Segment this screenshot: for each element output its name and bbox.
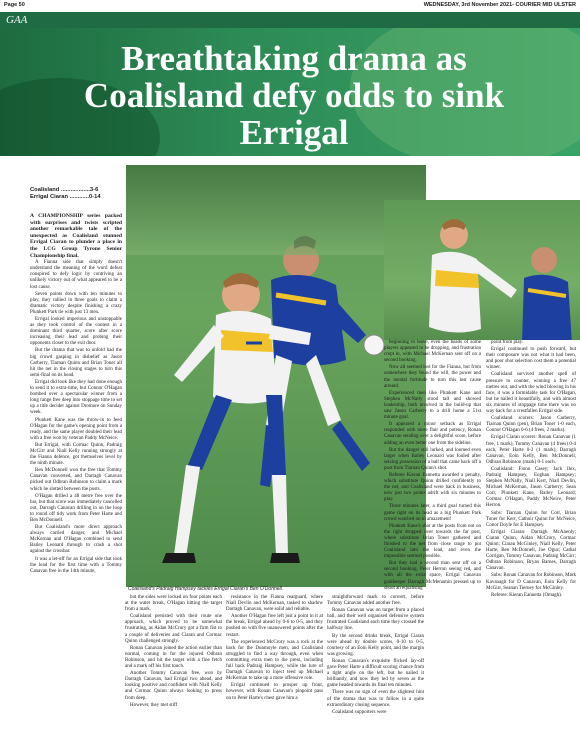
paragraph: Plunkett Kane's shot at the posts from out on the right dropped over towards the far post, where substitute Brian Toner gathered and finished to the net from close range to put Coalisland into the lead, and even the impossible seemed possible. (384, 523, 481, 560)
dateline: WEDNESDAY, 3rd November 2021- COURIER MID ULSTER (423, 2, 576, 8)
paragraph: Subs: Tiarnan Quinn for Corr, Brian Toner for Kerr, Cathoir Quinn for McNeice, Conor Doyle for E Hampsey. (486, 510, 576, 528)
section-bar: GAA (0, 12, 580, 28)
paragraph: Ronan Canavan was on target from a placed ball, and their well organised defensive system frustrated Coalisland each time they crossed the halfway line. (327, 608, 424, 632)
result-line-home: Coalisland ..................3-6 (30, 187, 99, 193)
article-column-1 (30, 213, 122, 576)
paragraph: resistance in the Fianna rearguard, where Niall Devlin and McKernan, tasked to shadow Darragh Canavan, were solid and reliable. (226, 595, 323, 613)
paragraph: Errigal looked imperious and unstoppable as they took control of the contest in a dominant third quarter, score after score increasing their lead and probing their opponents closer to the exit door. (30, 317, 122, 347)
article-column-3 (226, 595, 323, 703)
page-header (0, 0, 580, 10)
page-number: Page 50 (4, 2, 25, 8)
paragraph: Errigal Ciaran: Darragh McAnenly; Ciaran Quinn, Aidan McCrory, Cormac Quinn; Ciaran McGinley, Niall Kelly, Peter Harte; Ben McDonnell, Joe Oguz; Cathal Corrigan, Tommy Canavan, Padraig McGirr; Odhran Robinson, Bryan Barnes, Darragh Canavan. (486, 529, 576, 572)
side-photo (384, 200, 580, 340)
result-line-away: Errigal Ciaran ............0-14 (30, 194, 101, 200)
paragraph: Referee: Kieran Eannetta (Omagh). (491, 592, 563, 598)
paragraph: Errigal did look like they had done enough to send it to extra-time, but Connor O'Hagan bombed over a spectacular winner from a long range free deep into stoppage time to set up a title decider against Dromore on Sunday week. (30, 379, 122, 416)
paragraph: But they had a second man sent off on a second booking, Peter Herron seeing red, and with all the extra space, Errigal Canavan goalkeeper Darragh McMenamin pressed up to shoot an equalising (384, 561, 481, 591)
paragraph: straightforward mark to convert, before Tommy Canavan added another free. (327, 595, 424, 607)
paragraph: Seven points down with ten minutes to play, they rallied in three goals to claim a dramatic victory despite finishing a crazy Plunkett Park tie with just 13 men. (30, 291, 122, 315)
paragraph: Ben McDonnell won the free that Tommy Canavan converted, and Darragh Canavan picked out Odhran Robinson to claim a mark which he slotted between the posts. (30, 468, 122, 492)
paragraph: Coalisland: Fionn Casey; Jack Ilex, Padraig Hampsey, Eoghan Hampsey; Stephen McNally, Niall Kerr, Niall Devlin, Michael McKernan, Jason Carberry; Sean Corr, Plunkett Kane, Bailey Leonard; Cormac O'Hagan, Paddy McNeice, Peter Herron. (486, 466, 576, 509)
side-coalisland-player (522, 247, 572, 340)
paragraph: Plunkett Kane was the throw-in to feed O'Hagan for the game's opening point from a ready, and the same player doubled their lead with a free won by veteran Paddy McNeice. (30, 417, 122, 441)
paragraph: Errigal continued to prosper up front, however, with Ronan Canavan's pinpoint pass on to Peter Harte's chest gave him a (226, 683, 323, 701)
article-headline: Breathtaking drama as Coalisland defy odds to sink Errigal (83, 39, 505, 152)
photo-caption: Coalisland's Padraig Hampsey tackles Errigal Ciaran's Ben O'Donnell. (128, 586, 284, 592)
paragraph: By the second drinks break, Errigal Ciaran were ahead by double scores, 0-10 to 0-5, courtesy of an Eoin Kelly point, and the margin was growing. (327, 633, 424, 657)
paragraph: O'Hagan drilled a 48 metre free over the bar, but that score was immediately cancelled out, Darragh Canavan drilling in on the loop to round off tidy work from Peter Harte and Ben McDonnell. (30, 493, 122, 523)
article-column-4 (327, 595, 424, 717)
paragraph: Coalisland persisted with their route one approach, which proved to be somewhat frustrating, as Aidan McCrory got a firm fist to a couple of deliveries and Ciaran and Cormac Quinn challenged strongly. (125, 614, 222, 644)
paragraph: Three minutes later, a third goal turned this game right on its head as a big Plunkett Park crowd watched on in amazement! (384, 504, 481, 522)
paragraph: But the drama that was to unfold had the big crowd gasping in disbelief as Jason Carberry, Tiarnan Quinn and Brian Toner all hit the net in the closing stages to turn this semi-final on its head. (30, 348, 122, 378)
paragraph: The experienced McCrory was a rock at the back for the Dunmoyle men, and Coalisland struggled to find a way through, even when committing extra men to the press, including full back Padraig Hampsey, while the lure of Darragh Canavan to inject teed up Michael McKernan to take up a more offensive role. (226, 639, 323, 682)
side-errigal-player (429, 219, 517, 333)
result-box (30, 187, 122, 201)
paragraph: But Coalisland's more direct approach always carried danger, and Michael McKernan and O'Hagan combined to send Bailey Leonard through to crash a shot against the crossbar. (30, 525, 122, 555)
article-intro: A CHAMPIONSHIP series packed with surprises and twists scripted another remarkable tale of the unexpected as Coalisland stunned Errigal Ciaran to plunder a place in the LCG Group Tyrone Senior Championship final. (30, 213, 122, 259)
paragraph: Coalisland scorers: Jason Carberry, Tiarnan Quinn (pen), Brian Toner 1-0 each, Connor O'Hagan 0-6 (4 frees, 2 marks). (486, 416, 576, 434)
article-column-side-right (486, 340, 576, 600)
paragraph: Another O'Hagan free left just a point in it at the break, Errigal ahead by 0-6 to 0-5, and they pushed on with five unanswered points after the restart. (226, 614, 323, 638)
paragraph: Coalisland supporters were (332, 709, 387, 715)
article-column-side-left (384, 340, 481, 593)
paragraph: Experienced men like Plunkett Kane and Stephen McNally stood tall and showed leadership, both involved in the build-up that saw Jason Carberry to a drill home a 51st minute goal. (384, 390, 481, 421)
paragraph: Another Tommy Canavan free, won by Darragh Canavan, had Errigal two ahead, and looking positive and confident with Niall Kelly and Cormac Quinn always looking to press from deep. (125, 671, 222, 701)
paragraph: But the danger still lurked, and loomed even larger when Bailey Leonard was fouled after seizing possession of a ball that came back off a post from Tiarnan Quinn's shot. (384, 447, 481, 471)
paragraph: Errigal Ciaran scorers: Ronan Canavan (1 free, 1 mark), Tommy Canavan (4 frees) 0-4 each, Peter Harte 0-2 (1 mark), Darragh Canavan, Eoin Kelly, Ben McDonnell, Odhran Robinson (mark) 0-1 each. (486, 435, 576, 465)
paragraph: Referee Kieran Eannetta awarded a penalty, which substitute Quinn drilled confidently to the net, and Coalisland were back in business, now just two points adrift with six minutes to play. (384, 472, 481, 503)
article-column-2 (125, 595, 222, 710)
paragraph: Ronan Canavan's exquisite flicked lay-off gave Peter Harte a difficult scoring chance from a tight angle on the left, but he nailed it brilliantly, and now they led by seven as the game headed towards its final ten minutes. (327, 658, 424, 689)
paragraph: point from play. (491, 340, 524, 345)
paragraph: It was a let-off for an Errigal side that took the lead for the first time with a Tommy Canavan free in the 14th minute, (30, 556, 122, 574)
paragraph: It appeared a minor setback as Errigal responded with more flair and potency, Ronan Canavan sending over a delightful score, before adding an even better one from the sideline. (384, 422, 481, 446)
paragraph: Ronan Canavan joined the action earlier than normal, coming in for the injured Odhran Robinson, and hit the target with a fine fetch and a mark off his first touch. (125, 645, 222, 670)
side-players-illustration (384, 200, 580, 340)
paragraph: Subs: Ronan Canavan for Robinson, Mark Kavanagh for D Canavan, Eoin Kelly for McGirr, Seanan Tierney for McGinley. (486, 573, 576, 591)
photo-background (126, 165, 426, 255)
main-photo (126, 165, 426, 587)
paragraph: Errigal continued to push forward, but their composure was not what it had been, and poor shot selection cost them a potential winner. (486, 347, 576, 371)
paragraph: beginning to leave, even the heads of some players appeared to be dropping, and frustration crept in, with Michael McKernan sent off on a second booking. (384, 340, 481, 364)
paragraph: There was no sign of even the slightest hint of the drama that was to follow in a quite extraordinary closing sequence. (327, 690, 424, 708)
paragraph: Coalisland survived another spell of pressure to counter, winning a free 47 metres out, and with the wind blowing in his face, it was a formidable task for O'Hagan, but he nailed it beautifully, and with almost six minutes of stoppage time there was no way back for a crestfallen Errigal side. (486, 372, 576, 415)
paragraph: Now all seemed lost for the Fianna, but from somewhere they found the will, the power and the mental fortitude to turn this lost cause around. (384, 365, 481, 389)
paragraph: but the sides were locked on four points each at the water break, O'Hagan hitting the target from a mark. (125, 595, 222, 613)
paragraph: A Fianna side that simply doesn't understand the meaning of the word defeat conspired to defy logic by contriving an unlikely victory out of what appeared to be a lost cause. (30, 260, 122, 290)
paragraph: However, they met stiff (130, 702, 178, 708)
paragraph: But Errigal, with Cormac Quinn, Padraig McGirr and Niall Kelly running strongly at the Fianna defence, got themselves level by the ninth minute. (30, 442, 122, 467)
